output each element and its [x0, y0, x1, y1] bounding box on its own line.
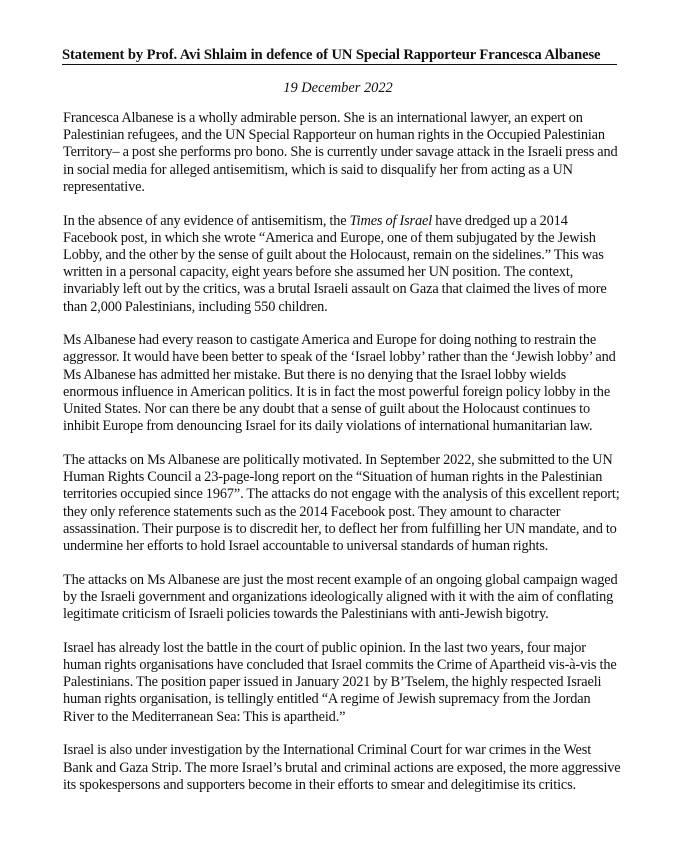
paragraph-2	[63, 213, 623, 316]
paragraph-2-lead: In the absence of any evidence of antisemitism, the	[63, 212, 350, 229]
paragraph-5: The attacks on Ms Albanese are just the most recent example of an ongoing global campaign waged by the Israeli government and organizations ideologically aligned with it with the aim of conflating legitimate criticism of Israeli policies towards the Palestinians with anti-Jewish bigotry.	[63, 571, 618, 623]
paragraph-6: Israel has already lost the battle in the court of public opinion. In the last two years, four major human rights organisations have concluded that Israel commits the Crime of Apartheid vis-à-vis the Palestinians. The position paper issued in January 2021 by B’Tselem, the highly respected Israeli human rights organisation, is tellingly entitled “A regime of Jewish supremacy from the Jordan River to the Mediterranean Sea: This is apartheid.”	[63, 639, 617, 725]
paragraph-7: Israel is also under investigation by the International Criminal Court for war crimes in the West Bank and Gaza Strip. The more Israel’s brutal and criminal actions are exposed, the more aggressive its spokespersons and supporters become in their efforts to smear and delegitimise its critics.	[63, 742, 621, 793]
publication-name: Times of Israel	[349, 212, 433, 229]
document-date: 19 December 2022	[283, 80, 393, 96]
paragraph-1: Francesca Albanese is a wholly admirable person. She is an international lawyer, an expert on Palestinian refugees, and the UN Special Rapporteur on human rights in the Occupied Palestinian Territory– a post she performs pro bono. She is currently under savage attack in the Israeli press and in social media for alleged antisemitism, which is said to disqualify her from acting as a UN representative.	[63, 110, 618, 195]
paragraph-3: Ms Albanese had every reason to castigate America and Europe for doing nothing to restrain the aggressor. It would have been better to speak of the ‘Israel lobby’ rather than the ‘Jewish lobby’ and Ms Albanese has admitted her mistake. But there is no denying that the Israel lobby wields enormous influence in American politics. It is in fact the most powerful foreign policy lobby in the United States. Nor can there be any doubt that a sense of guilt about the Holocaust continues to inhibit Europe from denouncing Israel for its daily violations of international humanitarian law.	[63, 332, 616, 435]
paragraph-2-rest: have dredged up a 2014 Facebook post, in which she wrote “America and Europe, one of them subjugated by the Jewish Lobby, and the other by the sense of guilt about the Holocaust, remain on the sidelines.” This was written in a personal capacity, eight years before she assumed her UN position. The context, invariably left out by the critics, was a brutal Israeli assault on Gaza that claimed the lives of more than 2,000 Palestinians, including 550 children.	[63, 212, 607, 315]
paragraph-4: The attacks on Ms Albanese are politically motivated. In September 2022, she submitted to the UN Human Rights Council a 23-page-long report on the “Situation of human rights in the Palestinian territories occupied since 1967”. The attacks do not engage with the analysis of this excellent report; they only reference statements such as the 2014 Facebook post. They amount to character assassination. Their purpose is to discredit her, to deflect her from fulfilling her UN mandate, and to undermine her efforts to hold Israel accountable to universal standards of human rights.	[63, 451, 620, 554]
document-body	[63, 110, 623, 810]
document-title: Statement by Prof. Avi Shlaim in defence of UN Special Rapporteur Francesca Albanese	[62, 47, 617, 65]
